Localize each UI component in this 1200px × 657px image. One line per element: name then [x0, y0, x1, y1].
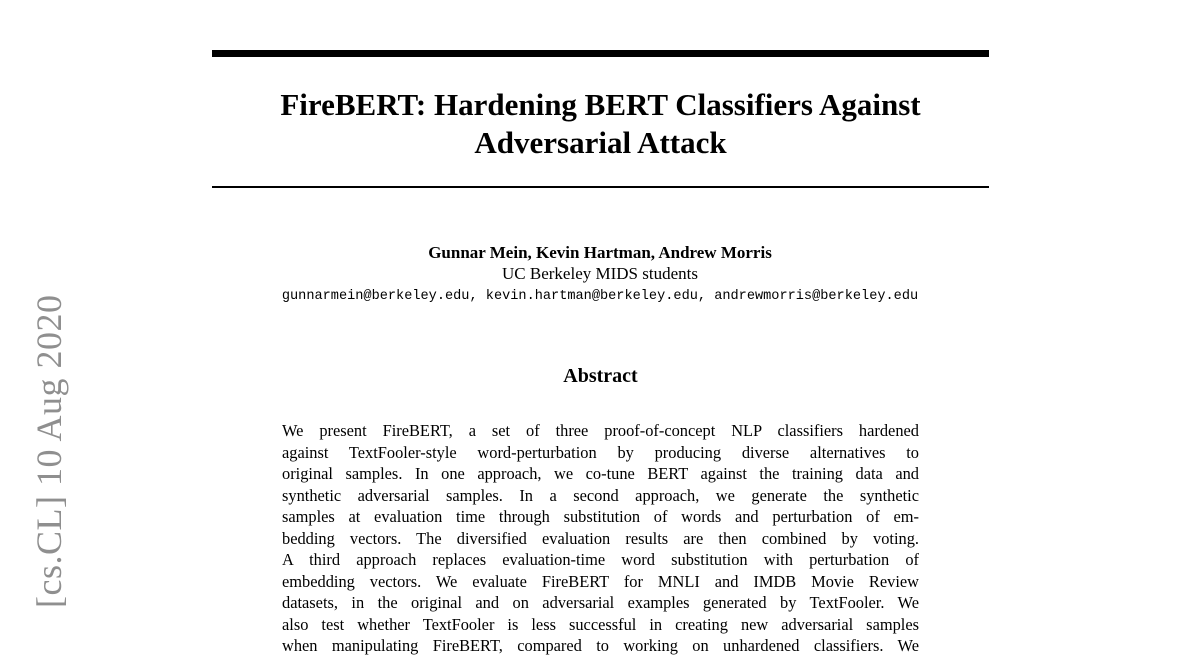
abstract-heading: Abstract: [563, 365, 638, 387]
abstract-line: original samples. In one approach, we co-tune BERT against the training data and: [282, 464, 919, 483]
abstract-line: samples at evaluation time through substitution of words and perturbation of em-: [282, 507, 919, 526]
abstract-line: bedding vectors. The diversified evaluation results are then combined by voting.: [282, 528, 919, 548]
author-affiliation: UC Berkeley MIDS students: [502, 264, 698, 283]
abstract-line: A third approach replaces evaluation-time word substitution with perturbation of: [282, 550, 919, 569]
abstract-body: [282, 420, 919, 657]
author-names: Gunnar Mein, Kevin Hartman, Andrew Morris: [428, 243, 772, 262]
title-top-rule: [212, 50, 989, 57]
abstract-line: embedding vectors. We evaluate FireBERT for MNLI and IMDB Movie Review: [282, 571, 919, 591]
abstract-line: We present FireBERT, a set of three proof-of-concept NLP classifiers hardened: [282, 421, 919, 440]
title-line: Adversarial Attack: [474, 125, 727, 160]
arxiv-side-stamp: [cs.CL] 10 Aug 2020: [29, 294, 69, 608]
paper-title: [212, 86, 989, 162]
abstract-line: against TextFooler-style word-perturbation by producing diverse alternatives to: [282, 442, 919, 462]
abstract-line: synthetic adversarial samples. In a second approach, we generate the synthetic: [282, 485, 919, 505]
abstract-line: also test whether TextFooler is less successful in creating new adversarial samples: [282, 614, 919, 634]
abstract-line: when manipulating FireBERT, compared to working on unhardened classifiers. We: [282, 636, 919, 655]
title-bottom-rule: [212, 186, 989, 188]
title-line: FireBERT: Hardening BERT Classifiers Against: [280, 87, 921, 122]
abstract-line: datasets, in the original and on adversarial examples generated by TextFooler. We: [282, 593, 919, 612]
author-emails: gunnarmein@berkeley.edu, kevin.hartman@berkeley.edu, andrewmorris@berkeley.edu: [281, 289, 919, 304]
